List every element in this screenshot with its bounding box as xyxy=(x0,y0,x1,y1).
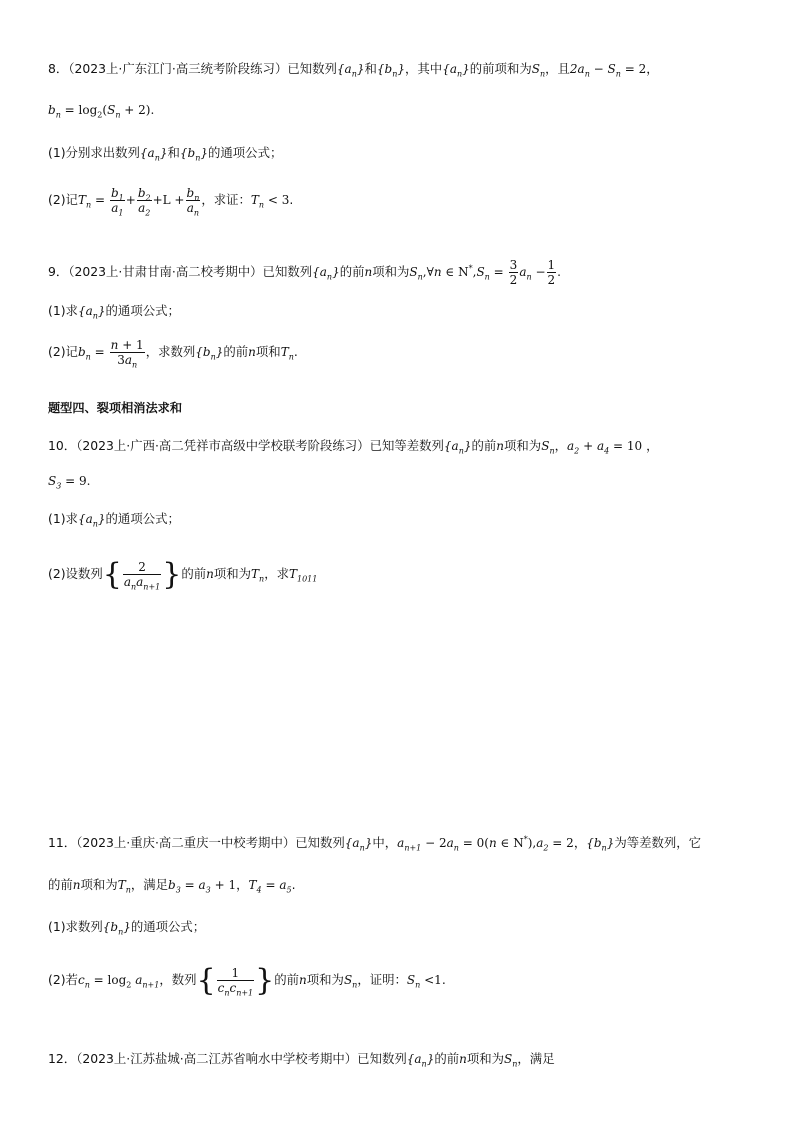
p11-part2-lead: (2)若 xyxy=(48,972,78,987)
p10-part1: (1)求$\{a_n\}$的通项公式； xyxy=(48,511,180,529)
p8-stem-line2: $b_n = \log_2(S_n + 2)$. xyxy=(48,103,155,120)
p10-part2: (2)设数列{ 2 $a_na_{n+1}$ }的前n项和为$T_n$，求$T_{1011}$ xyxy=(48,556,318,592)
p8-q: ，且 xyxy=(545,61,570,76)
p8-part2-lead: (2)记 xyxy=(48,192,78,207)
p9-part1: (1)求$\{a_n\}$的通项公式； xyxy=(48,303,180,321)
p11-stem-line1: 11．（2023上·重庆·高二重庆一中校考期中）已知数列$\{a_n\}$中，$a_{n+1} - 2a_n = 0(n$ ∈ $N^*),a_2 = 2$，$\{b_n\}$为等差数列，它 xyxy=(48,835,702,853)
p9-part2-mid3: 项和 xyxy=(255,344,281,359)
p8-lead: 8．（2023上·广东江门·高三统考阶段练习）已知数列 xyxy=(48,61,337,76)
p11-part2-end: . xyxy=(441,972,446,987)
p12-lead: 12．（2023上·江苏盐城·高二江苏省响水中学校考期中）已知数列 xyxy=(48,1051,407,1066)
p11-lead: 11．（2023上·重庆·高二重庆一中校考期中）已知数列 xyxy=(48,835,345,850)
p8-part1-lead: (1)分别求出数列 xyxy=(48,145,140,160)
p10-sum-text2: 项和为 xyxy=(504,438,542,453)
p9-sum-text2: 项和为 xyxy=(372,264,410,279)
p8-part2-end: . xyxy=(289,192,294,207)
p8-part2: (2)记$T_n$ = $\frac{b_1}{a_1}$ + $\frac{b_2}{a_2}$ +L + $\frac{b_n}{a_n}$ ，求证：$T_n < 3$. xyxy=(48,186,294,218)
p9-part2: (2)记$b_n$ = $\frac{n + 1}{3a_n}$ ，求数列$\{b_n\}$的前n项和$T_n$. xyxy=(48,338,298,370)
p10-part2-lead: (2)设数列 xyxy=(48,566,103,581)
p9-part1-lead: (1)求 xyxy=(48,303,78,318)
p10-stem-line2: $S_3 = 9$. xyxy=(48,474,91,491)
p8-part1-and: 和 xyxy=(167,145,180,160)
p8-sum-text: 的前项和为 xyxy=(469,61,532,76)
p11-part2: (2)若$c_n = \log_2 a_{n+1}$，数列{ 1 $c_nc_{n+1}$ }的前n项和为$S_n$，证明：$S_n <1$. xyxy=(48,962,446,998)
p10-sum-text: 的前 xyxy=(471,438,497,453)
p10-part2-tail: ，求 xyxy=(264,566,289,581)
section-heading: 题型四、裂项相消法求和 xyxy=(48,401,183,415)
p12-tail: ，满足 xyxy=(517,1051,555,1066)
p10-part1-tail: 的通项公式； xyxy=(105,511,180,526)
p9-sum-text: 的前 xyxy=(339,264,365,279)
p8-where: ，其中 xyxy=(405,61,443,76)
p11-part2-mid2: 的前 xyxy=(274,972,300,987)
p8-stem-line1: 8．（2023上·广东江门·高三统考阶段练习）已知数列$\{a_n\}$和$\{b_n\}$，其中$\{a_n\}$的前项和为$S_n$，且$2a_n - S_n = 2$， xyxy=(48,61,659,79)
p11-part1: (1)求数列$\{b_n\}$的通项公式； xyxy=(48,919,206,937)
p9-stem: 9．（2023上·甘肃甘南·高二校考期中）已知数列$\{a_n\}$的前n项和为$S_n,\forall n$ ∈ $N^*,S_n$ = $\frac{3}{2}$ $a_n$ − $\frac{1}{2}$ . xyxy=(48,258,561,287)
p10-part2-mid2: 项和为 xyxy=(213,566,252,581)
p9-part2-mid2: 的前 xyxy=(223,344,249,359)
p8-part1-tail: 的通项公式； xyxy=(208,145,283,160)
p9-part2-lead: (2)记 xyxy=(48,344,78,359)
p11-part1-lead: (1)求数列 xyxy=(48,919,103,934)
p11-part2-mid4: ，证明： xyxy=(357,972,407,987)
p8-and: 和 xyxy=(364,61,377,76)
p11-part2-mid: ，数列 xyxy=(159,972,197,987)
p11-mid: 中， xyxy=(372,835,398,850)
p12-sum-text2: 项和为 xyxy=(466,1051,505,1066)
p11-part2-mid3: 项和为 xyxy=(306,972,344,987)
p10-part1-lead: (1)求 xyxy=(48,511,78,526)
p11-line2b: 项和为 xyxy=(80,877,118,892)
p11-part1-tail: 的通项公式； xyxy=(130,919,206,934)
p9-part1-tail: 的通项公式； xyxy=(105,303,180,318)
p11-line2a: 的前 xyxy=(48,877,73,892)
p10-comma: ， xyxy=(554,438,567,453)
p8-part1: (1)分别求出数列$\{a_n\}$和$\{b_n\}$的通项公式； xyxy=(48,145,283,163)
p9-lead: 9．（2023上·甘肃甘南·高二校考期中）已知数列 xyxy=(48,264,313,279)
p9-part2-mid: ，求数列 xyxy=(145,344,196,359)
p12-stem: 12．（2023上·江苏盐城·高二江苏省响水中学校考期中）已知数列$\{a_n\}$的前n项和为$S_n$，满足 xyxy=(48,1051,555,1069)
p10-part2-mid: 的前 xyxy=(181,566,207,581)
p10-lead: 10．（2023上·广西·高二凭祥市高级中学校联考阶段练习）已知等差数列 xyxy=(48,438,444,453)
p11-line2c: ，满足 xyxy=(130,877,169,892)
p12-sum-text: 的前 xyxy=(434,1051,460,1066)
p8-part2-tail: ，求证： xyxy=(201,192,251,207)
p10-stem-line1: 10．（2023上·广西·高二凭祥市高级中学校联考阶段练习）已知等差数列$\{a_n\}$的前n项和为$S_n$，$a_2 + a_4 = 10$ ， xyxy=(48,438,659,456)
p9-part2-end: . xyxy=(293,344,298,359)
p11-stem-line2: 的前n项和为$T_n$，满足$b_3 = a_3 + 1$，$T_4 = a_5$. xyxy=(48,877,296,895)
p11-mid2: 为等差数列，它 xyxy=(614,835,702,850)
